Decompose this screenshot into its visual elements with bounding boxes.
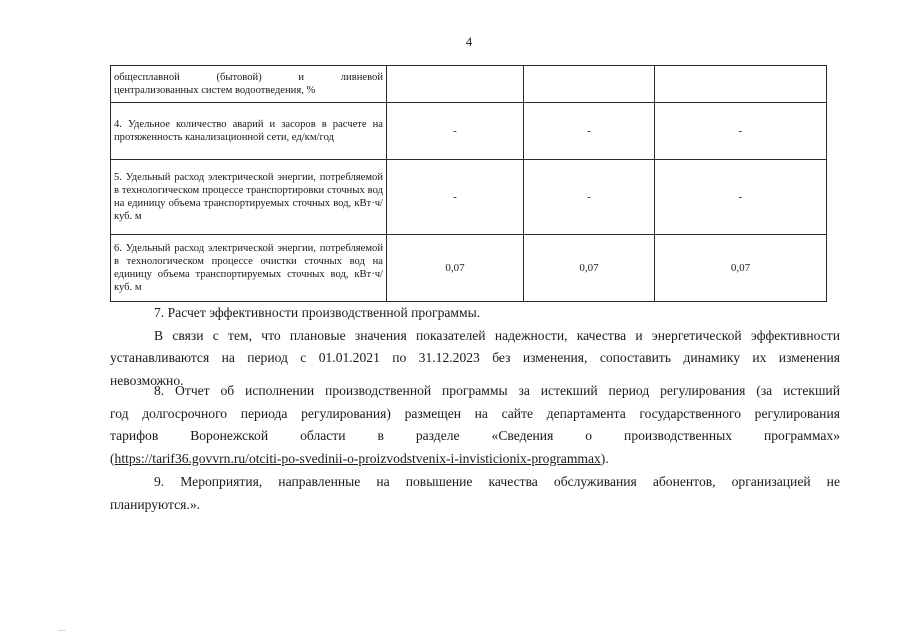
indicator-name-cell [111, 66, 387, 103]
value-cell: - [655, 160, 827, 235]
section-8-text-line: тарифов Воронежской области в разделе «Сведения о производственных программах» [110, 428, 840, 443]
section-8 [110, 380, 840, 470]
value-cell: - [524, 160, 655, 235]
indicators-table [110, 65, 827, 302]
section-7-text-line: невозможно. [110, 372, 184, 388]
value-cell [524, 66, 655, 103]
indicator-name-cell: 5. Удельный расход электрической энергии, потребляемой в технологическом процессе транспортировки сточных вод на единицу объема транспортируемых сточных вод, кВт·ч/куб. м [111, 160, 387, 235]
indicator-name-line: централизованных систем водоотведения, % [114, 85, 316, 96]
value-cell: - [655, 103, 827, 160]
section-7 [110, 302, 840, 392]
value-cell: 0,07 [387, 235, 524, 302]
section-7-text-line: В связи с тем, что плановые значения показателей надежности, качества и энергетической эффективности [154, 327, 840, 343]
programs-info-link[interactable]: https://tarif36.govvrn.ru/otciti-po-svedinii-o-proizvodstvenix-i-invisticionix-programmax [114, 450, 601, 466]
section-9 [110, 471, 840, 516]
section-8-link-line: (https://tarif36.govvrn.ru/otciti-po-svedinii-o-proizvodstvenix-i-invisticionix-programmax). [110, 450, 609, 466]
value-cell: - [387, 103, 524, 160]
table-row [111, 160, 827, 235]
value-cell: 0,07 [524, 235, 655, 302]
indicator-name-cell: 4. Удельное количество аварий и засоров в расчете на протяженность канализационной сети, ед/км/год [111, 103, 387, 160]
section-9-text-line: планируются.». [110, 496, 201, 512]
section-8-text-line: год долгосрочного периода регулирования) размещен на сайте департамента государственного регулирования [110, 405, 840, 421]
value-cell [655, 66, 827, 103]
section-7-title-line [110, 302, 840, 325]
indicator-name-cell: 6. Удельный расход электрической энергии, потребляемой в технологическом процессе очистки сточных вод на единицу объема транспортируемых сточных вод, кВт·ч/куб. м [111, 235, 387, 302]
table-row [111, 103, 827, 160]
value-cell: - [387, 160, 524, 235]
value-cell: 0,07 [655, 235, 827, 302]
section-9-text-line: 9. Мероприятия, направленные на повышение качества обслуживания абонентов, организацией не [154, 474, 840, 489]
section-7-text-line: устанавливаются на период с 01.01.2021 по 31.12.2023 без изменения, сопоставить динамику их изменения [110, 350, 840, 365]
indicator-name-line: общесплавной (бытовой) и ливневой [114, 72, 383, 83]
table-row [111, 235, 827, 302]
value-cell: - [524, 103, 655, 160]
value-cell [387, 66, 524, 103]
scan-mark [58, 630, 66, 631]
table-row [111, 66, 827, 103]
section-7-title: 7. Расчет эффективности производственной программы. [154, 305, 481, 320]
page-number: 4 [465, 34, 473, 49]
section-8-text-line: 8. Отчет об исполнении производственной программы за истекший период регулирования (за истекший [154, 383, 840, 398]
